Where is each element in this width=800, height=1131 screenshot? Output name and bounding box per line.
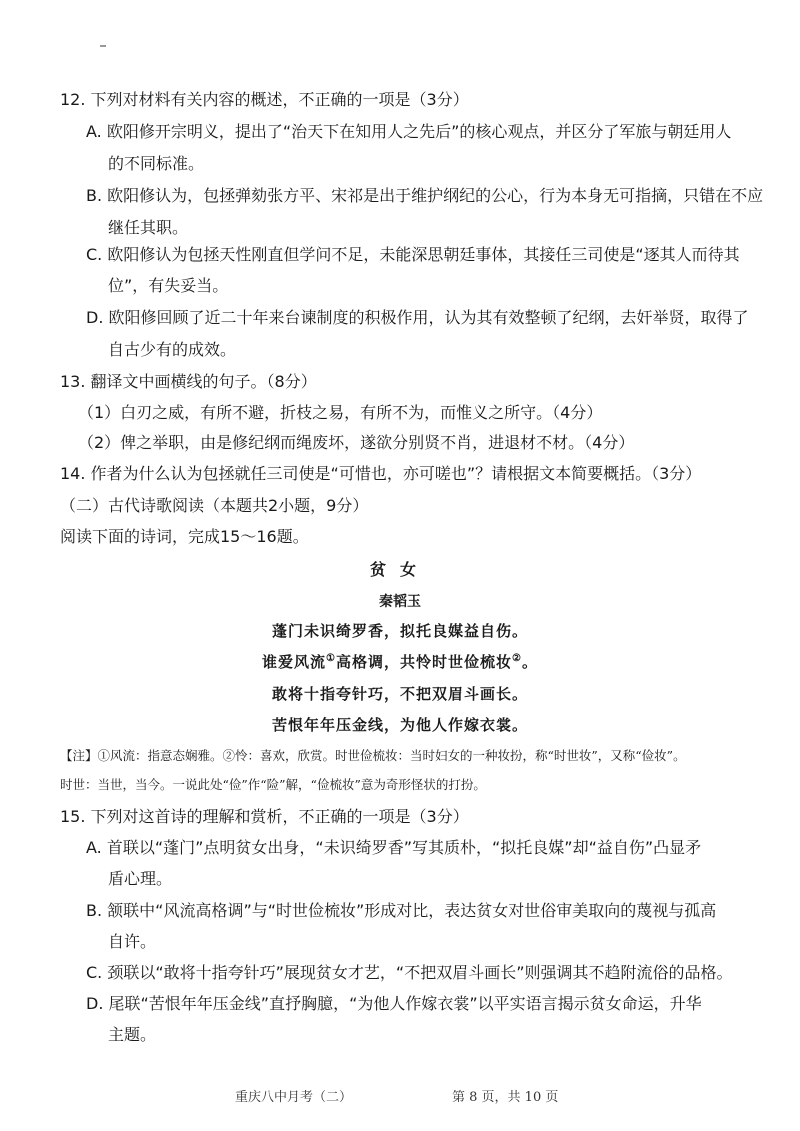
q15-option-a-line2: 盾心理。 bbox=[108, 869, 173, 888]
poem-line-2-part-b: 高格调，共怜时世俭梳妆 bbox=[335, 653, 512, 671]
q12-option-c-line2: 位”，有失妥当。 bbox=[108, 276, 229, 295]
note-line-1: 【注】①风流：指意态娴雅。②怜：喜欢，欣赏。时世俭梳妆：当时妇女的一种妆扮，称“时世妆”，又称“俭妆”。 bbox=[60, 748, 686, 763]
q12-stem: 12. 下列对材料有关内容的概述，不正确的一项是（3分） bbox=[60, 90, 469, 109]
q13-sentence-1: （1）白刃之威，有所不避，折枝之易，有所不为，而惟义之所守。（4分） bbox=[78, 403, 603, 422]
section-heading: （二）古代诗歌阅读（本题共2小题，9分） bbox=[60, 496, 369, 515]
q15-option-c-line1: C. 颈联以“敢将十指夸针巧”展现贫女才艺，“不把双眉斗画长”则强调其不趋附流俗的品格。 bbox=[86, 963, 733, 982]
footnote-ref-1: ① bbox=[326, 653, 336, 664]
poem-author: 秦韬玉 bbox=[379, 594, 421, 610]
q15-option-d-line2: 主题。 bbox=[108, 1025, 157, 1044]
q12-option-a-line2: 的不同标准。 bbox=[108, 154, 205, 173]
poem-line-3: 敢将十指夸针巧，不把双眉斗画长。 bbox=[271, 685, 528, 703]
q12-option-d-line1: D. 欧阳修回顾了近二十年来台谏制度的积极作用，认为其有效整顿了纪纲，去奸举贤，取得了 bbox=[86, 308, 749, 327]
q13-stem: 13. 翻译文中画横线的句子。（8分） bbox=[60, 372, 317, 391]
section-instruction: 阅读下面的诗词，完成15～16题。 bbox=[60, 527, 309, 546]
q12-option-c-line1: C. 欧阳修认为包拯天性刚直但学问不足，未能深思朝廷事体，其接任三司使是“逐其人而待其 bbox=[86, 245, 740, 264]
q13-sentence-2: （2）俾之举职，由是修纪纲而绳废坏，遂欲分别贤不肖，进退材不材。（4分） bbox=[78, 433, 635, 452]
poem-title: 贫女 bbox=[369, 560, 430, 579]
q15-option-b-line2: 自许。 bbox=[108, 932, 157, 951]
poem-line-2 bbox=[0, 651, 800, 672]
q15-stem: 15. 下列对这首诗的理解和赏析，不正确的一项是（3分） bbox=[60, 807, 469, 826]
poem-line-2-part-a: 谁爱风流 bbox=[262, 653, 327, 671]
footer-exam-name: 重庆八中月考（二） bbox=[235, 1090, 353, 1105]
note-line-2: 时世：当世，当今。一说此处“俭”作“险”解，“俭梳妆”意为奇形怪状的打扮。 bbox=[60, 777, 486, 792]
footnote-ref-2: ② bbox=[512, 653, 522, 664]
q14-stem: 14. 作者为什么认为包拯就任三司使是“可惜也，亦可嗟也”？请根据文本简要概括。（3分） bbox=[60, 464, 702, 483]
q15-option-a-line1: A. 首联以“蓬门”点明贫女出身，“未识绮罗香”写其质朴，“拟托良媒”却“益自伤”凸显矛 bbox=[86, 838, 702, 857]
footer-page-number: 第 8 页，共 10 页 bbox=[452, 1090, 559, 1105]
q15-option-d-line1: D. 尾联“苦恨年年压金线”直抒胸臆，“为他人作嫁衣裳”以平实语言揭示贫女命运，升华 bbox=[86, 994, 702, 1013]
poem-line-2-part-c: 。 bbox=[521, 653, 538, 671]
q12-option-a-line1: A. 欧阳修开宗明义，提出了“治天下在知用人之先后”的核心观点，并区分了军旅与朝廷用人 bbox=[86, 122, 732, 141]
q12-option-b-line1: B. 欧阳修认为，包拯弹劾张方平、宋祁是出于维护纲纪的公心，行为本身无可指摘，只错在不应 bbox=[86, 186, 764, 205]
poem-line-1: 蓬门未识绮罗香，拟托良媒益自伤。 bbox=[271, 622, 528, 640]
q12-option-b-line2: 继任其职。 bbox=[108, 218, 189, 237]
q15-option-b-line1: B. 颔联中“风流高格调”与“时世俭梳妆”形成对比，表达贫女对世俗审美取向的蔑视与孤高 bbox=[86, 901, 717, 920]
q12-option-d-line2: 自古少有的成效。 bbox=[108, 340, 237, 359]
scan-mark bbox=[100, 45, 106, 47]
poem-line-4: 苦恨年年压金线，为他人作嫁衣裳。 bbox=[271, 716, 528, 734]
